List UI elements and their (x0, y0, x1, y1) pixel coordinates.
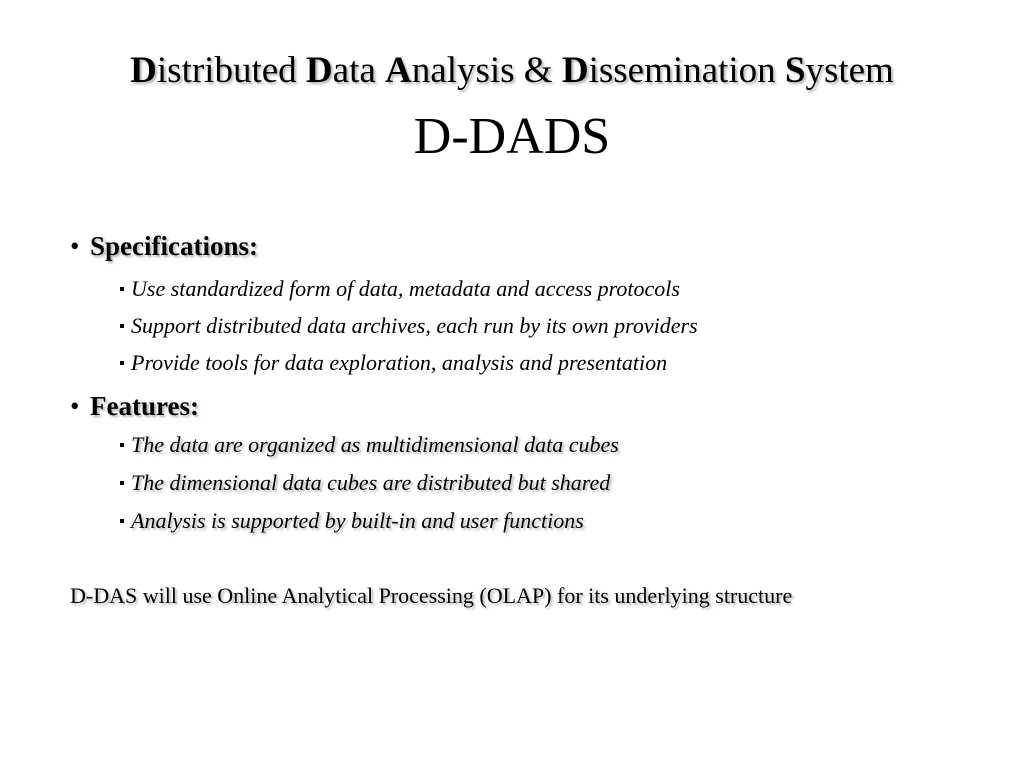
specifications-heading: Specifications: (90, 231, 258, 261)
list-item: The data are organized as multidimensional data cubes (120, 431, 619, 459)
bullet: • (70, 391, 80, 421)
bullet: • (70, 231, 80, 261)
features-heading: Features: (90, 391, 199, 421)
square-bullet-icon (120, 287, 124, 291)
title-word: Analysis & (385, 50, 562, 91)
title-word: Dissemination (561, 50, 785, 91)
square-bullet-icon (120, 481, 124, 485)
square-bullet-icon (120, 324, 124, 328)
list-item: Provide tools for data exploration, analysis and presentation (120, 349, 667, 377)
title-word: Data (305, 50, 386, 91)
list-item: Analysis is supported by built-in and user functions (120, 507, 584, 535)
list-item: Support distributed data archives, each run by its own providers (120, 312, 698, 340)
square-bullet-icon (120, 519, 124, 523)
specifications-section (70, 229, 258, 263)
slide-title (0, 48, 1024, 94)
features-section (70, 389, 199, 423)
closing-statement: D-DAS will use Online Analytical Processing (OLAP) for its underlying structure (70, 583, 793, 608)
square-bullet-icon (120, 361, 124, 365)
title-word: Distributed (130, 50, 306, 91)
list-item: The dimensional data cubes are distributed but shared (120, 469, 610, 497)
title-word: System (784, 50, 894, 91)
title-acronym: D-DADS (413, 108, 611, 165)
square-bullet-icon (120, 443, 124, 447)
list-item: Use standardized form of data, metadata and access protocols (120, 275, 680, 303)
